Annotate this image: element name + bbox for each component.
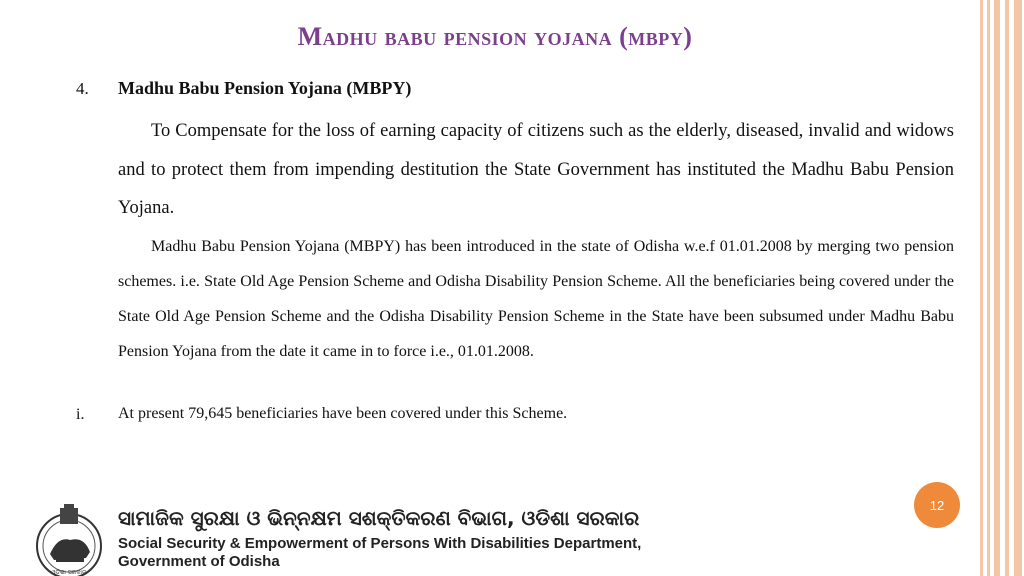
page-number-badge: 12 <box>914 482 960 528</box>
item-number: 4. <box>76 79 89 98</box>
government-name: Government of Odisha <box>118 553 280 570</box>
paragraph-introduction-text: Madhu Babu Pension Yojana (MBPY) has been introduced in the state of Odisha w.e.f 01.01.2008 by merging two pension schemes. i.e. State Old Age Pension Scheme and Odisha Disability Pension Scheme. All the beneficiaries being covered under the State Old Age Pension Scheme and the Odisha Disability Pension Scheme in the State have been subsumed under Madhu Babu Pension Yojana from the date it came in to force i.e., 01.01.2008. <box>118 238 954 360</box>
department-name-english: Social Security & Empowerment of Persons With Disabilities Department, <box>118 535 642 552</box>
decorative-stripes <box>980 0 1024 576</box>
slide-title: Madhu babu pension yojana (mbpy) <box>297 22 693 51</box>
emblem-caption: ଓଡ଼ିଶା ସରକାର <box>51 569 87 576</box>
sub-item-number: i. <box>76 406 85 423</box>
paragraph-purpose-text: To Compensate for the loss of earning capacity of citizens such as the elderly, diseased, invalid and widows and to protect them from impending destitution the State Government has instituted the Madhu Babu Pension Yojana. <box>118 121 954 218</box>
paragraph-purpose <box>118 112 954 228</box>
beneficiaries-line: At present 79,645 beneficiaries have been covered under this Scheme. <box>118 405 568 422</box>
section-heading: Madhu Babu Pension Yojana (MBPY) <box>118 78 412 98</box>
department-name-odia: ସାମାଜିକ ସୁରକ୍ଷା ଓ ଭିନ୍ନକ୍ଷମ ସଶକ୍ତିକରଣ ବିଭାଗ, ଓଡିଶା ସରକାର <box>118 506 640 530</box>
paragraph-introduction <box>118 229 954 369</box>
odisha-emblem-icon <box>28 502 110 576</box>
